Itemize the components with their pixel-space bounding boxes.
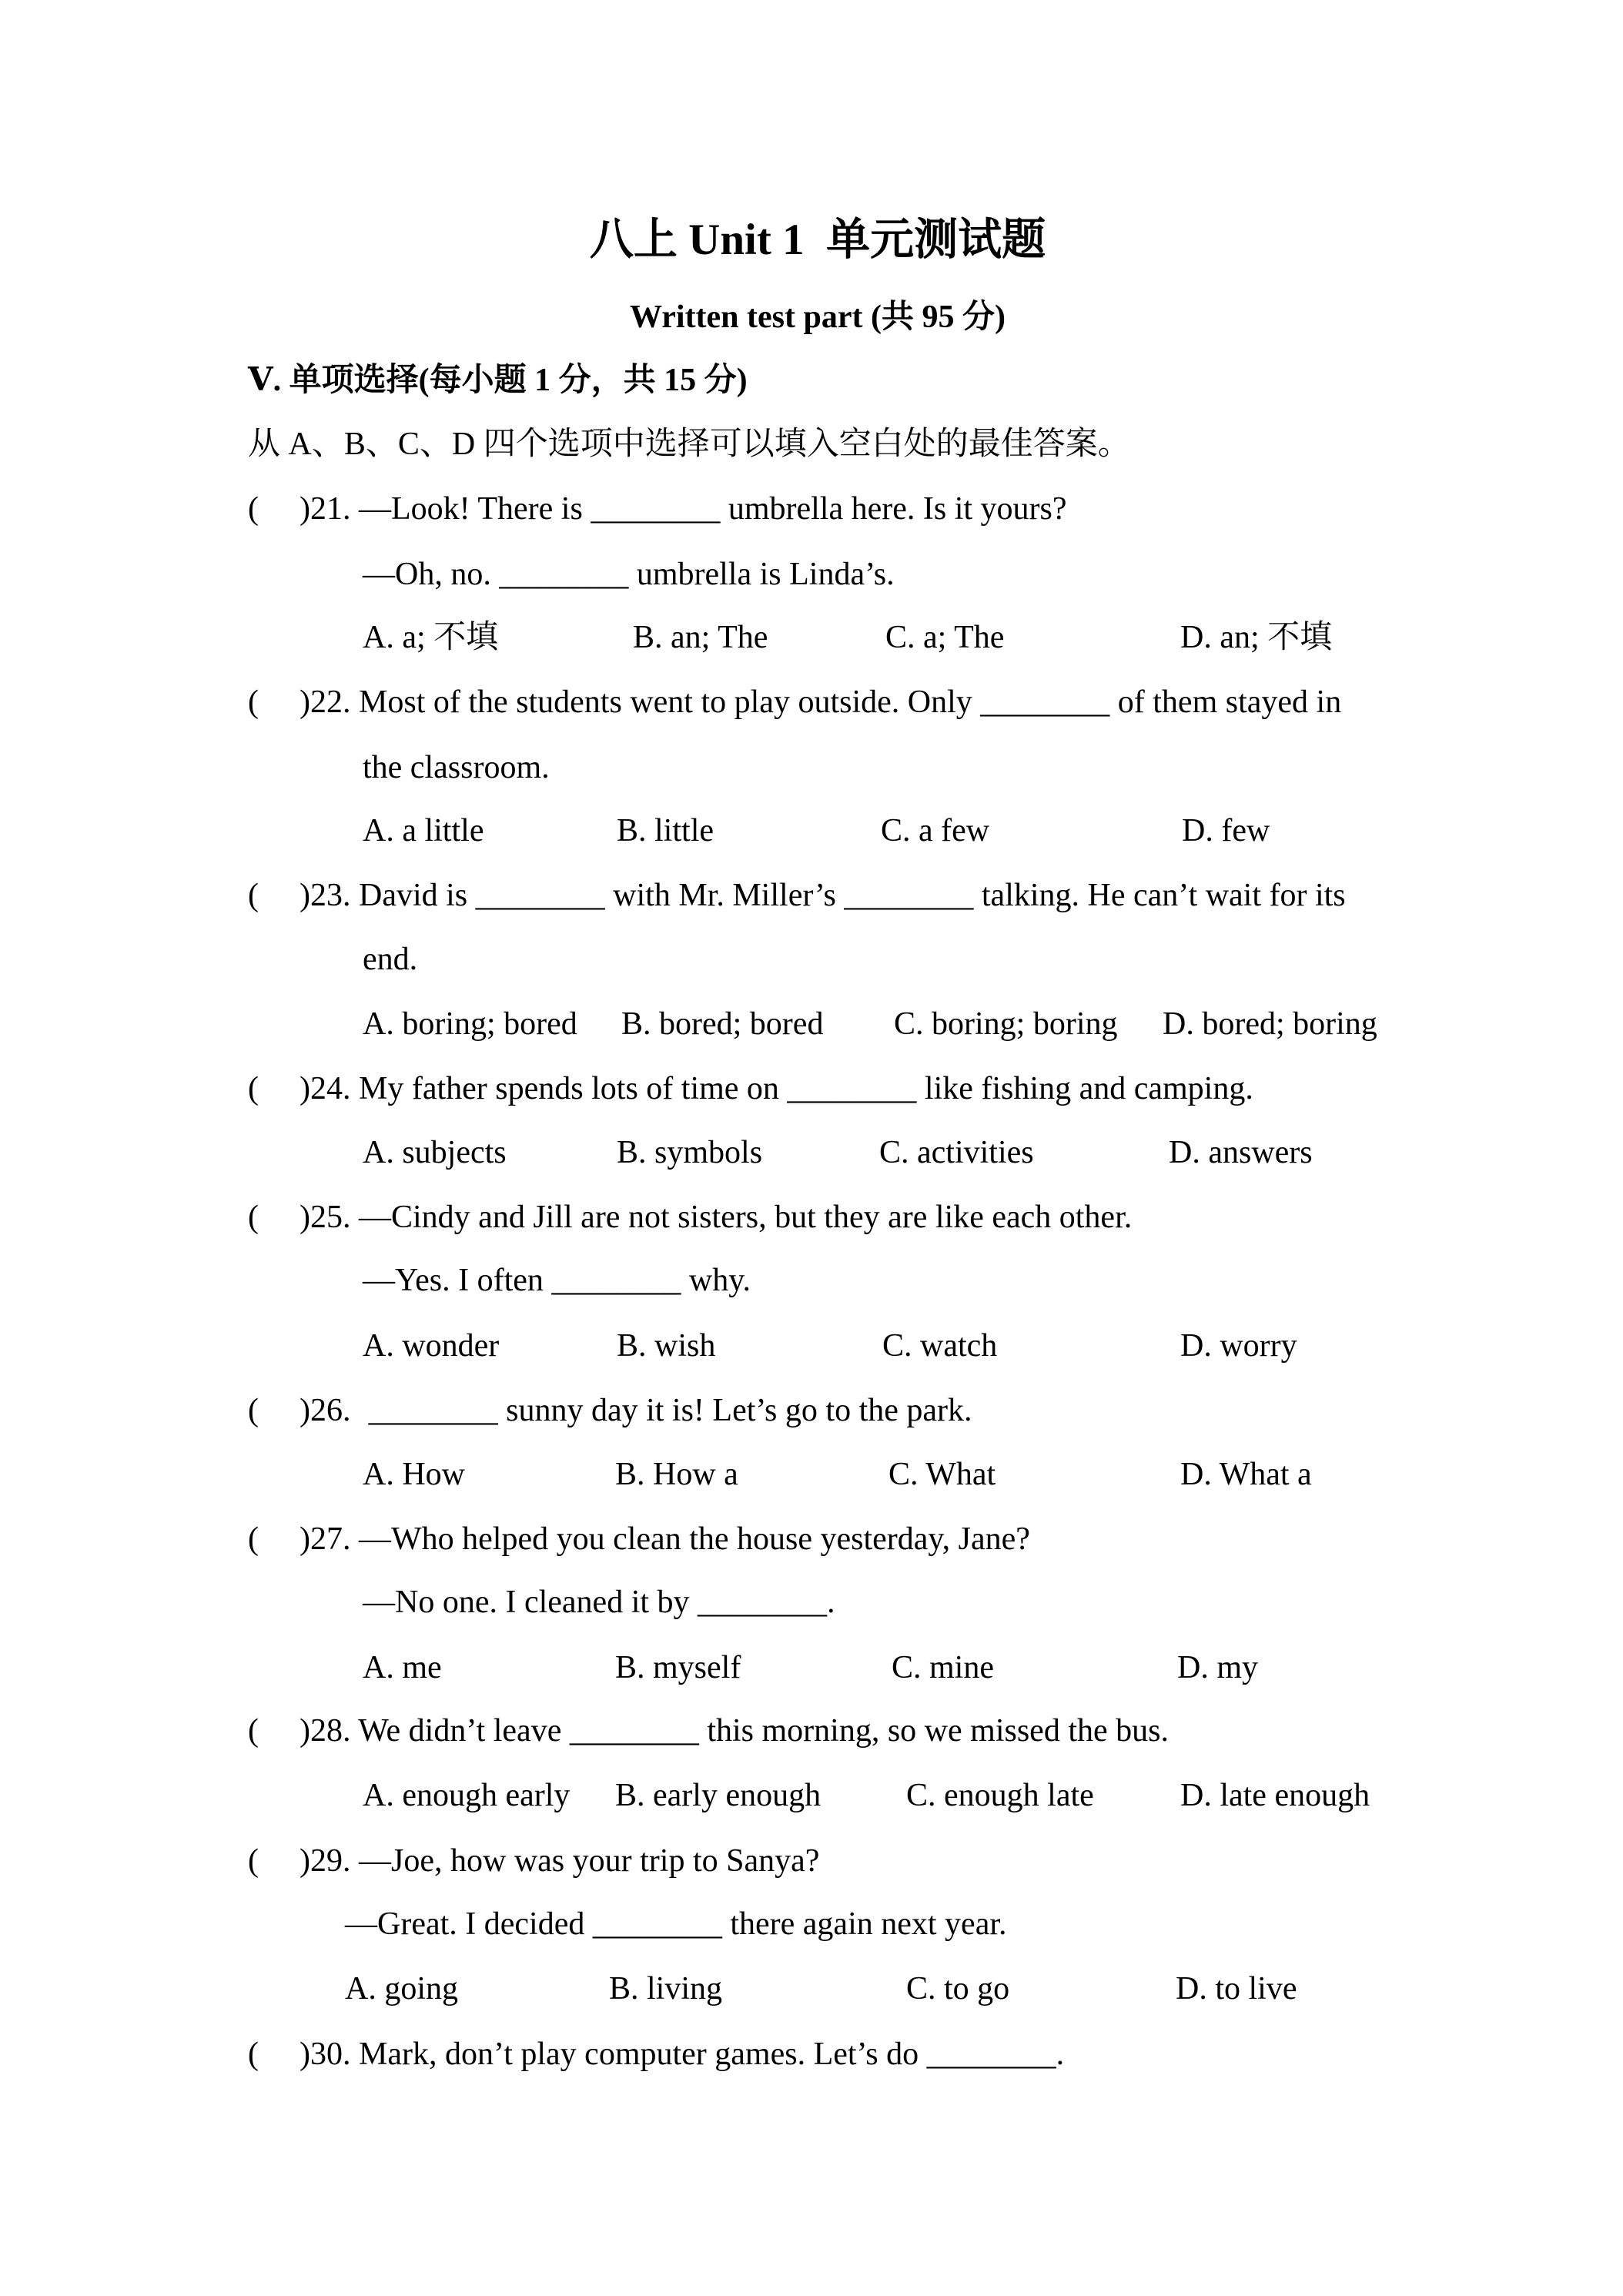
- option-a: A. a little: [363, 813, 484, 848]
- option-c: C. activities: [879, 1135, 1034, 1170]
- option-c: C. watch: [882, 1328, 998, 1364]
- options-row: [0, 1133, 1623, 1173]
- option-a: A. a; 不填: [363, 620, 499, 655]
- answer-bracket-close: ): [300, 2037, 310, 2072]
- question-text: —Who helped you clean the house yesterday, Jane?: [359, 1521, 1030, 1557]
- option-d: D. late enough: [1180, 1778, 1370, 1813]
- question-27: [0, 1519, 1623, 1559]
- question-stem: [300, 489, 1067, 529]
- question-stem: [300, 682, 1341, 722]
- option-b: B. myself: [615, 1650, 741, 1685]
- answer-bracket-open: (: [248, 1843, 259, 1879]
- question-stem: [300, 1519, 1030, 1559]
- question-number: 27.: [310, 1521, 351, 1557]
- option-d: D. my: [1177, 1650, 1258, 1685]
- question-text: —Look! There is ________ umbrella here. Is it yours?: [359, 491, 1067, 527]
- option-d: D. few: [1182, 813, 1270, 848]
- answer-bracket-open: (: [248, 2037, 259, 2072]
- option-a: A. boring; bored: [363, 1006, 577, 1042]
- question-29: [0, 1841, 1623, 1881]
- section-heading-row: [0, 360, 1623, 400]
- question-text: My father spends lots of time on ________ like fishing and camping.: [359, 1071, 1253, 1106]
- options-row: [0, 1776, 1623, 1816]
- question-25: [0, 1197, 1623, 1237]
- question-continuation-row: [0, 1260, 1623, 1300]
- question-continuation: end.: [363, 942, 418, 977]
- option-c: C. boring; boring: [894, 1006, 1118, 1042]
- question-21: [0, 489, 1623, 529]
- option-a: A. wonder: [363, 1328, 500, 1364]
- question-stem: [300, 875, 1346, 915]
- question-continuation: —Great. I decided ________ there again next year.: [345, 1906, 1007, 1942]
- question-stem: [300, 2034, 1064, 2074]
- option-a: A. How: [363, 1457, 465, 1492]
- option-d: D. answers: [1169, 1135, 1313, 1170]
- section-heading: Ⅴ. 单项选择(每小题 1 分，共 15 分): [248, 363, 748, 398]
- options-row: [0, 1004, 1623, 1044]
- options-row: [0, 811, 1623, 851]
- answer-bracket-close: ): [300, 1713, 310, 1749]
- option-a: A. me: [363, 1650, 442, 1685]
- question-number: 26.: [310, 1393, 351, 1428]
- options-row: [0, 1454, 1623, 1494]
- question-24: [0, 1069, 1623, 1109]
- answer-bracket-open: (: [248, 1071, 259, 1106]
- question-continuation-row: [0, 748, 1623, 788]
- option-a: A. subjects: [363, 1135, 507, 1170]
- answer-bracket-open: (: [248, 1200, 259, 1235]
- question-continuation: the classroom.: [363, 750, 550, 785]
- answer-bracket-close: ): [300, 1843, 310, 1879]
- option-b: B. How a: [615, 1457, 738, 1492]
- answer-bracket-close: ): [300, 1200, 310, 1235]
- question-number: 21.: [310, 491, 351, 527]
- option-b: B. little: [617, 813, 714, 848]
- question-26: [0, 1391, 1623, 1431]
- question-number: 22.: [310, 684, 351, 720]
- question-text: —Joe, how was your trip to Sanya?: [359, 1843, 820, 1879]
- options-row: [0, 1326, 1623, 1366]
- question-stem: [300, 1711, 1169, 1751]
- options-row: [0, 618, 1623, 658]
- page-title: 八上 Unit 1 单元测试题: [589, 216, 1046, 264]
- option-b: B. bored; bored: [621, 1006, 824, 1042]
- question-text: —Cindy and Jill are not sisters, but they are like each other.: [359, 1200, 1133, 1235]
- question-continuation: —Oh, no. ________ umbrella is Linda’s.: [363, 557, 895, 592]
- question-28: [0, 1711, 1623, 1751]
- section-instruction-row: [0, 424, 1623, 464]
- option-d: D. bored; boring: [1163, 1006, 1377, 1042]
- option-d: D. What a: [1180, 1457, 1312, 1492]
- question-number: 30.: [310, 2037, 351, 2072]
- option-c: C. a few: [881, 813, 990, 848]
- question-number: 23.: [310, 878, 351, 913]
- option-d: D. an; 不填: [1180, 620, 1333, 655]
- option-b: B. living: [609, 1971, 723, 2006]
- page-subtitle: Written test part (共 95 分): [630, 300, 1006, 335]
- answer-bracket-open: (: [248, 1713, 259, 1749]
- question-stem: [300, 1391, 972, 1431]
- option-c: C. enough late: [906, 1778, 1094, 1813]
- question-continuation-row: [0, 939, 1623, 979]
- option-b: B. symbols: [617, 1135, 763, 1170]
- option-c: C. to go: [906, 1971, 1010, 2006]
- answer-bracket-close: ): [300, 878, 310, 913]
- option-d: D. worry: [1180, 1328, 1297, 1364]
- answer-bracket-close: ): [300, 1071, 310, 1106]
- question-text: Most of the students went to play outside. Only ________ of them stayed in: [359, 684, 1342, 720]
- option-a: A. enough early: [363, 1778, 571, 1813]
- question-number: 28.: [310, 1713, 351, 1749]
- question-number: 25.: [310, 1200, 351, 1235]
- answer-bracket-close: ): [300, 1521, 310, 1557]
- question-continuation: —Yes. I often ________ why.: [363, 1263, 751, 1298]
- answer-bracket-open: (: [248, 684, 259, 720]
- question-continuation-row: [0, 1904, 1623, 1944]
- section-instruction: 从 A、B、C、D 四个选项中选择可以填入空白处的最佳答案。: [248, 427, 1130, 462]
- options-row: [0, 1648, 1623, 1688]
- answer-bracket-open: (: [248, 1521, 259, 1557]
- question-text: David is ________ with Mr. Miller’s ________ talking. He can’t wait for its: [359, 878, 1346, 913]
- question-continuation-row: [0, 1582, 1623, 1622]
- question-30: [0, 2034, 1623, 2074]
- question-number: 29.: [310, 1843, 351, 1879]
- answer-bracket-open: (: [248, 1393, 259, 1428]
- option-b: B. early enough: [615, 1778, 822, 1813]
- question-text: We didn’t leave ________ this morning, so we missed the bus.: [358, 1713, 1169, 1749]
- answer-bracket-close: ): [300, 684, 310, 720]
- option-c: C. What: [888, 1457, 996, 1492]
- option-a: A. going: [345, 1971, 458, 2006]
- question-22: [0, 682, 1623, 722]
- answer-bracket-close: ): [300, 1393, 310, 1428]
- answer-bracket-open: (: [248, 491, 259, 527]
- question-text: ________ sunny day it is! Let’s go to the park.: [368, 1393, 972, 1428]
- question-stem: [300, 1069, 1253, 1109]
- question-continuation-row: [0, 554, 1623, 594]
- option-c: C. mine: [892, 1650, 994, 1685]
- question-continuation: —No one. I cleaned it by ________.: [363, 1585, 835, 1620]
- answer-bracket-open: (: [248, 878, 259, 913]
- option-d: D. to live: [1176, 1971, 1297, 2006]
- question-stem: [300, 1841, 819, 1881]
- question-stem: [300, 1197, 1132, 1237]
- question-number: 24.: [310, 1071, 351, 1106]
- options-row: [0, 1969, 1623, 2009]
- question-23: [0, 875, 1623, 915]
- option-b: B. wish: [617, 1328, 716, 1364]
- question-text: Mark, don’t play computer games. Let’s do ________.: [359, 2037, 1065, 2072]
- option-c: C. a; The: [885, 620, 1005, 655]
- option-b: B. an; The: [633, 620, 768, 655]
- answer-bracket-close: ): [300, 491, 310, 527]
